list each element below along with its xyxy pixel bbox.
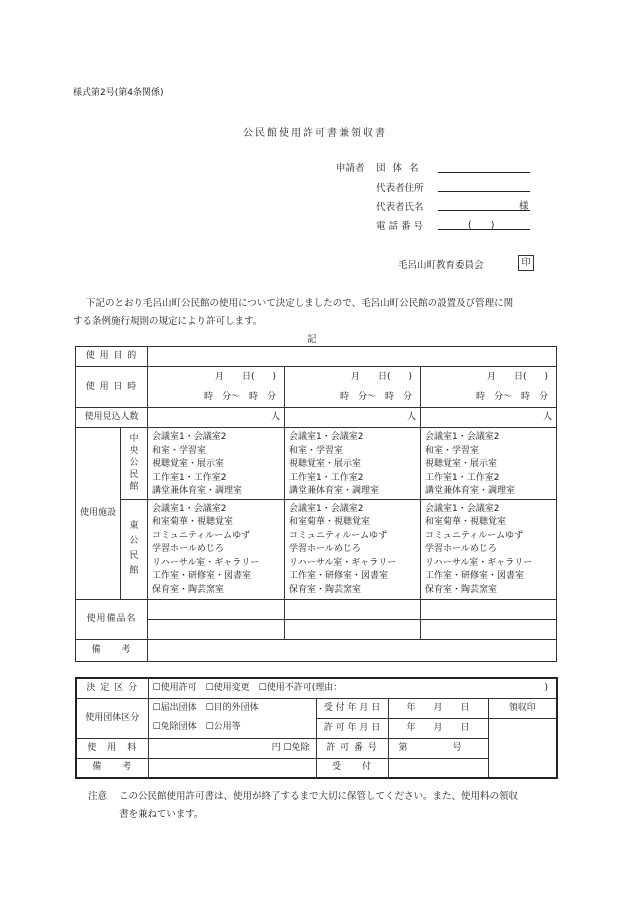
decision-options[interactable]: ☐使用許可 ☐使用変更 ☐使用不許可(理由： ) <box>148 678 557 698</box>
people-cell-1[interactable]: 人 <box>148 408 285 428</box>
receipt-seal-label: 領収印 <box>488 698 557 718</box>
rep-name-label: 代表者氏名 <box>376 202 424 213</box>
group-name-line <box>438 172 530 173</box>
received-date-label: 受 付 年 月 日 <box>316 698 388 718</box>
rep-name-line <box>438 210 530 211</box>
equipment-cell-2b[interactable] <box>285 619 421 639</box>
fee-label: 使 用 料 <box>76 738 148 758</box>
ki-mark: 記 <box>307 334 317 345</box>
facility-label: 使用施設 <box>76 428 121 600</box>
equipment-cell-1a[interactable] <box>148 599 285 619</box>
body-text-2: する条例施行規則の規定により許可します。 <box>73 316 263 327</box>
remarks-label: 備 考 <box>76 639 148 661</box>
people-label: 使用見込人数 <box>76 408 148 428</box>
fee-field[interactable]: 円 ☐免除 <box>148 738 316 758</box>
permit-date-label: 許 可 年 月 日 <box>316 718 388 738</box>
equipment-cell-2a[interactable] <box>285 599 421 619</box>
equipment-label: 使用備品名 <box>76 599 148 639</box>
date-label: 使 用 日 時 <box>76 367 148 408</box>
phone-parens: ( ) <box>468 220 495 231</box>
purpose-label: 使 用 目 的 <box>76 347 148 367</box>
higashi-kominkan-label: 東 公 民 館 <box>121 499 148 599</box>
note-label: 注意 <box>88 791 108 802</box>
equipment-cell-3a[interactable] <box>421 599 557 619</box>
group-category-options-2[interactable]: ☐免除団体 ☐公用等 <box>148 718 316 738</box>
note-line-2: 書を兼ねています。 <box>119 809 204 820</box>
purpose-field[interactable] <box>148 347 557 367</box>
permit-number-label: 許 可 番 号 <box>316 738 388 758</box>
permit-date-field[interactable]: 年 月 日 <box>388 718 488 738</box>
date-cell-3[interactable]: 月 日( ) 時 分〜 時 分 <box>421 367 557 408</box>
higashi-rooms-2[interactable]: 会議室1・会議室2 和室菊華・視聴覚室 コミュニティルームゆず 学習ホールめじろ リハーサル室・ギャラリー 工作室・研修室・図書室 保育室・陶芸窯室 <box>285 499 421 599</box>
reception-label: 受 付 <box>316 758 388 778</box>
higashi-rooms-3[interactable]: 会議室1・会議室2 和室菊華・視聴覚室 コミュニティルームゆず 学習ホールめじろ リハーサル室・ギャラリー 工作室・研修室・図書室 保育室・陶芸窯室 <box>421 499 557 599</box>
form-number: 様式第2号(第4条関係) <box>73 88 164 98</box>
people-cell-2[interactable]: 人 <box>285 408 421 428</box>
equipment-cell-1b[interactable] <box>148 619 285 639</box>
date-cell-2[interactable]: 月 日( ) 時 分〜 時 分 <box>285 367 421 408</box>
applicant-heading: 申請者 <box>336 163 365 174</box>
office-table <box>75 677 558 779</box>
chuo-rooms-2[interactable]: 会議室1・会議室2 和室・学習室 視聴覚室・展示室 工作室1・工作室2 講堂兼体育室・調理室 <box>285 428 421 500</box>
chuo-rooms-3[interactable]: 会議室1・会議室2 和室・学習室 視聴覚室・展示室 工作室1・工作室2 講堂兼体育室・調理室 <box>421 428 557 500</box>
chuo-kominkan-label: 中 央 公 民 館 <box>121 428 148 500</box>
group-category-options-1[interactable]: ☐届出団体 ☐目的外団体 <box>148 698 316 718</box>
reception-field[interactable] <box>388 758 488 778</box>
equipment-cell-3b[interactable] <box>421 619 557 639</box>
issuer-name: 毛呂山町教育委員会 <box>398 260 484 271</box>
people-cell-3[interactable]: 人 <box>421 408 557 428</box>
phone-label: 電 話 番 号 <box>376 221 424 232</box>
seal-icon: 印 <box>518 255 534 271</box>
remarks-field[interactable] <box>148 639 557 661</box>
received-date-field[interactable]: 年 月 日 <box>388 698 488 718</box>
phone-line <box>438 229 530 230</box>
address-label: 代表者住所 <box>376 183 424 194</box>
chuo-rooms-1[interactable]: 会議室1・会議室2 和室・学習室 視聴覚室・展示室 工作室1・工作室2 講堂兼体育室・調理室 <box>148 428 285 500</box>
receipt-seal-box[interactable] <box>488 718 557 778</box>
date-cell-1[interactable]: 月 日( ) 時 分〜 時 分 <box>148 367 285 408</box>
note-line-1: この公民館使用許可書は、使用が終了するまで大切に保管してください。また、使用料の領収 <box>119 791 519 802</box>
group-category-label: 使用団体区分 <box>76 698 148 738</box>
body-text-1: 下記のとおり毛呂山町公民館の使用について決定しましたので、毛呂山町公民館の設置及び管理に関 <box>86 298 514 309</box>
office-remarks-label: 備 考 <box>76 758 148 778</box>
page-title: 公民館使用許可書兼領収書 <box>243 128 387 139</box>
sama-label: 様 <box>519 201 529 212</box>
group-name-label: 団 体 名 <box>376 163 421 174</box>
office-remarks-field[interactable] <box>148 758 316 778</box>
usage-table <box>75 346 557 662</box>
permit-number-field[interactable]: 第 号 <box>388 738 488 758</box>
address-line <box>438 191 530 192</box>
decision-label: 決 定 区 分 <box>76 678 148 698</box>
higashi-rooms-1[interactable]: 会議室1・会議室2 和室菊華・視聴覚室 コミュニティルームゆず 学習ホールめじろ リハーサル室・ギャラリー 工作室・研修室・図書室 保育室・陶芸窯室 <box>148 499 285 599</box>
